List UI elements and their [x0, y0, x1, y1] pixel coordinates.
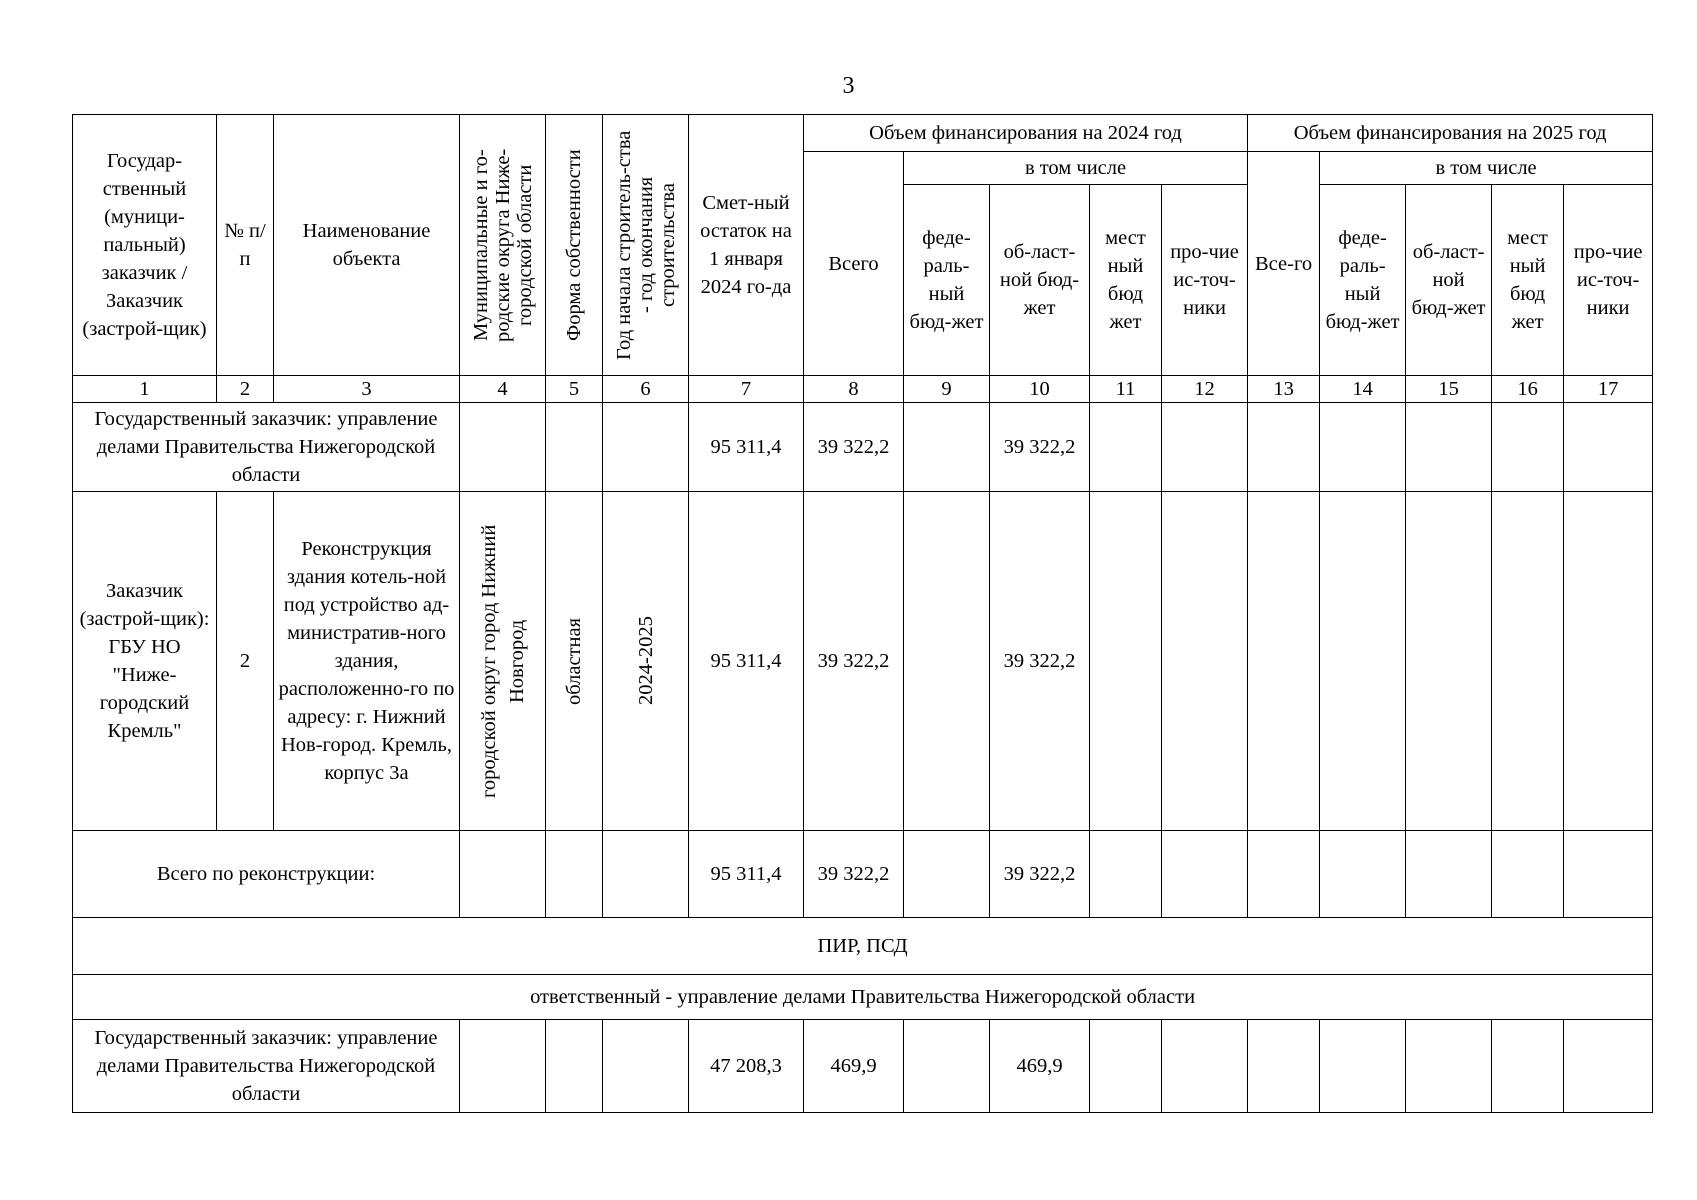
- column-number: 5: [546, 376, 603, 403]
- financing-table: [72, 114, 1653, 1113]
- header-municipality-text: Муниципальные и го-родские округа Ниже-городской области: [469, 148, 536, 342]
- object-municipality-text: городской округ город Нижний Новгород: [477, 524, 528, 798]
- empty-cell: [904, 831, 990, 918]
- total-2024-value: 39 322,2: [804, 492, 904, 831]
- header-years: [603, 115, 689, 376]
- header-estimate: Смет-ный остаток на 1 января 2024 го-да: [689, 115, 804, 376]
- object-name: Реконструкция здания котель-ной под устройство ад-министратив-ного здания, расположенно-го по адресу: г. Нижний Нов-город. Кремль, корпус 3а: [274, 492, 460, 831]
- regional-2024-value: 39 322,2: [990, 492, 1090, 831]
- object-row: [73, 492, 1653, 831]
- header-fin-2025: Объем финансирования на 2025 год: [1248, 115, 1653, 152]
- column-number: 17: [1564, 376, 1653, 403]
- state-customer-row: [73, 1020, 1653, 1113]
- header-num: № п/п: [217, 115, 274, 376]
- state-customer-label: Государственный заказчик: управление делами Правительства Нижегородской области: [73, 1020, 460, 1113]
- empty-cell: [1406, 492, 1492, 831]
- reconstruction-total-label: Всего по реконструкции:: [73, 831, 460, 918]
- total-2024-value: 469,9: [804, 1020, 904, 1113]
- header-incl-2024: в том числе: [904, 152, 1248, 185]
- responsible-text: ответственный - управление делами Правительства Нижегородской области: [73, 975, 1653, 1020]
- empty-cell: [546, 403, 603, 492]
- object-municipality: [460, 492, 546, 831]
- column-number: 2: [217, 376, 274, 403]
- header-federal-2024: феде-раль-ный бюд-жет: [904, 185, 990, 376]
- column-number: 16: [1492, 376, 1564, 403]
- column-number: 7: [689, 376, 804, 403]
- empty-cell: [1406, 831, 1492, 918]
- object-ownership: [546, 492, 603, 831]
- empty-cell: [460, 831, 546, 918]
- empty-cell: [1564, 1020, 1653, 1113]
- column-number: 14: [1320, 376, 1406, 403]
- column-number: 4: [460, 376, 546, 403]
- header-object-name: Наименование объекта: [274, 115, 460, 376]
- empty-cell: [1406, 403, 1492, 492]
- empty-cell: [1320, 403, 1406, 492]
- empty-cell: [1248, 492, 1320, 831]
- state-customer-row: [73, 403, 1653, 492]
- header-ownership-text: Форма собственности: [563, 149, 585, 341]
- empty-cell: [1162, 1020, 1248, 1113]
- column-number: 8: [804, 376, 904, 403]
- header-customer: Государ-ственный (муници-пальный) заказчик / Заказчик (застрой-щик): [73, 115, 217, 376]
- header-regional-2024: об-ласт-ной бюд-жет: [990, 185, 1090, 376]
- empty-cell: [1564, 492, 1653, 831]
- empty-cell: [603, 831, 689, 918]
- empty-cell: [1090, 831, 1162, 918]
- empty-cell: [1492, 403, 1564, 492]
- reconstruction-total-row: [73, 831, 1653, 918]
- empty-cell: [460, 403, 546, 492]
- regional-2024-value: 469,9: [990, 1020, 1090, 1113]
- empty-cell: [460, 1020, 546, 1113]
- section-row: [73, 918, 1653, 975]
- header-regional-2025: об-ласт-ной бюд-жет: [1406, 185, 1492, 376]
- object-num: 2: [217, 492, 274, 831]
- regional-2024-value: 39 322,2: [990, 831, 1090, 918]
- header-row-1: [73, 115, 1653, 152]
- header-local-2025: мест ный бюд жет: [1492, 185, 1564, 376]
- empty-cell: [1090, 1020, 1162, 1113]
- object-years-text: 2024-2025: [634, 616, 657, 706]
- responsible-row: [73, 975, 1653, 1020]
- empty-cell: [546, 1020, 603, 1113]
- empty-cell: [1248, 1020, 1320, 1113]
- regional-2024-value: 39 322,2: [990, 403, 1090, 492]
- empty-cell: [1248, 831, 1320, 918]
- header-incl-2025: в том числе: [1320, 152, 1653, 185]
- page-number: 3: [842, 73, 855, 99]
- total-2024-value: 39 322,2: [804, 403, 904, 492]
- empty-cell: [603, 403, 689, 492]
- empty-cell: [1162, 831, 1248, 918]
- header-years-text: Год начала строитель-ства - год окончания строительства: [612, 130, 679, 360]
- column-number: 1: [73, 376, 217, 403]
- empty-cell: [546, 831, 603, 918]
- column-numbers-row: [73, 376, 1653, 403]
- empty-cell: [1162, 403, 1248, 492]
- empty-cell: [1248, 403, 1320, 492]
- object-ownership-text: областная: [563, 617, 585, 705]
- header-other-2024: про-чие ис-точ-ники: [1162, 185, 1248, 376]
- header-total-2024: Всего: [804, 152, 904, 376]
- empty-cell: [904, 403, 990, 492]
- column-number: 6: [603, 376, 689, 403]
- empty-cell: [1492, 1020, 1564, 1113]
- header-municipality: [460, 115, 546, 376]
- column-number: 11: [1090, 376, 1162, 403]
- empty-cell: [1162, 492, 1248, 831]
- empty-cell: [904, 492, 990, 831]
- header-federal-2025: феде-раль-ный бюд-жет: [1320, 185, 1406, 376]
- estimate-value: 47 208,3: [689, 1020, 804, 1113]
- empty-cell: [904, 1020, 990, 1113]
- empty-cell: [1492, 492, 1564, 831]
- empty-cell: [1492, 831, 1564, 918]
- empty-cell: [603, 1020, 689, 1113]
- column-number: 9: [904, 376, 990, 403]
- header-local-2024: мест ный бюд жет: [1090, 185, 1162, 376]
- empty-cell: [1320, 492, 1406, 831]
- column-number: 10: [990, 376, 1090, 403]
- column-number: 3: [274, 376, 460, 403]
- column-number: 15: [1406, 376, 1492, 403]
- header-other-2025: про-чие ис-точ-ники: [1564, 185, 1653, 376]
- total-2024-value: 39 322,2: [804, 831, 904, 918]
- empty-cell: [1564, 403, 1653, 492]
- header-total-2025: Все-го: [1248, 152, 1320, 376]
- empty-cell: [1406, 1020, 1492, 1113]
- header-fin-2024: Объем финансирования на 2024 год: [804, 115, 1248, 152]
- column-number: 12: [1162, 376, 1248, 403]
- estimate-value: 95 311,4: [689, 403, 804, 492]
- estimate-value: 95 311,4: [689, 831, 804, 918]
- empty-cell: [1320, 831, 1406, 918]
- empty-cell: [1090, 403, 1162, 492]
- column-number: 13: [1248, 376, 1320, 403]
- section-title: ПИР, ПСД: [73, 918, 1653, 975]
- object-years: [603, 492, 689, 831]
- empty-cell: [1090, 492, 1162, 831]
- object-customer: Заказчик (застрой-щик): ГБУ НО "Ниже-городский Кремль": [73, 492, 217, 831]
- estimate-value: 95 311,4: [689, 492, 804, 831]
- empty-cell: [1320, 1020, 1406, 1113]
- state-customer-label: Государственный заказчик: управление делами Правительства Нижегородской области: [73, 403, 460, 492]
- header-ownership: [546, 115, 603, 376]
- empty-cell: [1564, 831, 1653, 918]
